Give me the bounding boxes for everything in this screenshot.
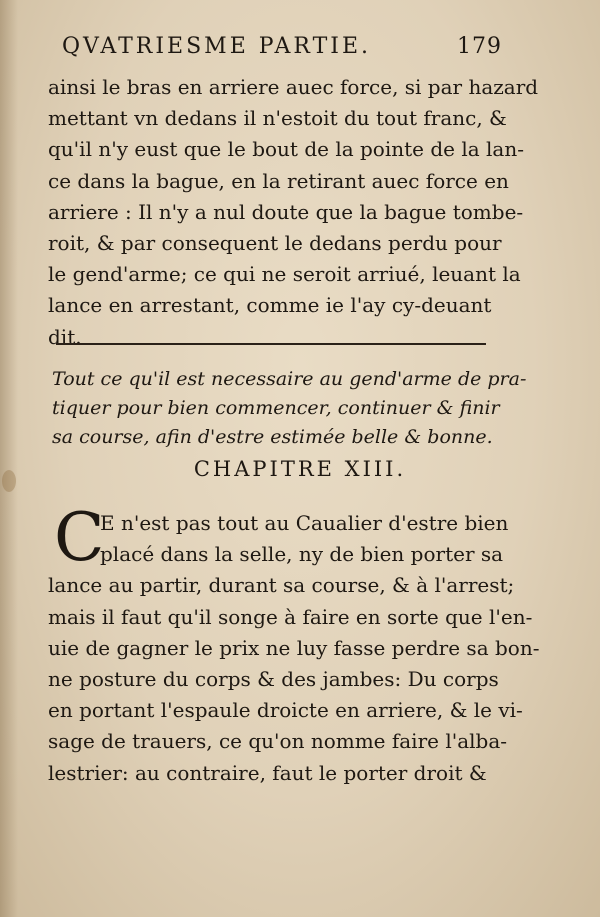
text-line: lestrier: au contraire, faut le porter droit &: [48, 760, 487, 785]
text-line: en portant l'espaule droicte en arriere, & le vi-: [48, 698, 523, 723]
text-line: arriere : Il n'y a nul doute que la bague tombe-: [48, 199, 524, 224]
text-line: mais il faut qu'il songe à faire en sorte que l'en-: [48, 604, 533, 629]
drop-cap: C: [54, 499, 105, 576]
text-line: dit.: [48, 324, 82, 349]
text-line: placé dans la selle, ny de bien porter sa: [100, 542, 504, 567]
text-line: E n'est pas tout au Caualier d'estre bien: [100, 511, 509, 535]
text-line: uie de gagner le prix ne luy fasse perdre sa bon-: [48, 635, 540, 660]
text-line: roit, & par consequent le dedans perdu pour: [48, 230, 502, 255]
paragraph-2: [48, 499, 540, 789]
text-line: ainsi le bras en arriere auec force, si par hazard: [48, 75, 539, 99]
text-line: ne posture du corps & des jambes: Du corps: [48, 666, 499, 691]
text-line: lance en arrestant, comme ie l'ay cy-deuant: [48, 293, 492, 318]
paragraph-1: [48, 72, 539, 353]
heading-line: sa course, afin d'estre estimée belle & bonne.: [52, 426, 493, 448]
text-line: le gend'arme; ce qui ne seroit arriué, leuant la: [48, 262, 521, 287]
heading-line: tiquer pour bien commencer, continuer & finir: [52, 397, 500, 419]
text-line: ce dans la bague, en la retirant auec force en: [48, 168, 509, 193]
text-line: qu'il n'y eust que le bout de la pointe de la lan-: [48, 137, 524, 162]
chapter-title: CHAPITRE XIII.: [193, 457, 407, 481]
text-line: lance au partir, durant sa course, & à l'arrest;: [48, 573, 515, 598]
running-title: QVATRIESME PARTIE.: [62, 34, 372, 59]
heading-line: Tout ce qu'il est necessaire au gend'arme de pra-: [52, 368, 527, 390]
text-line: sage de trauers, ce qu'on nomme faire l'alba-: [48, 729, 508, 754]
page-number: 179: [457, 34, 502, 59]
text-line: mettant vn dedans il n'estoit du tout franc, &: [48, 106, 507, 131]
running-head: [62, 30, 502, 64]
section-heading: [52, 365, 527, 452]
section-divider: [56, 343, 486, 345]
